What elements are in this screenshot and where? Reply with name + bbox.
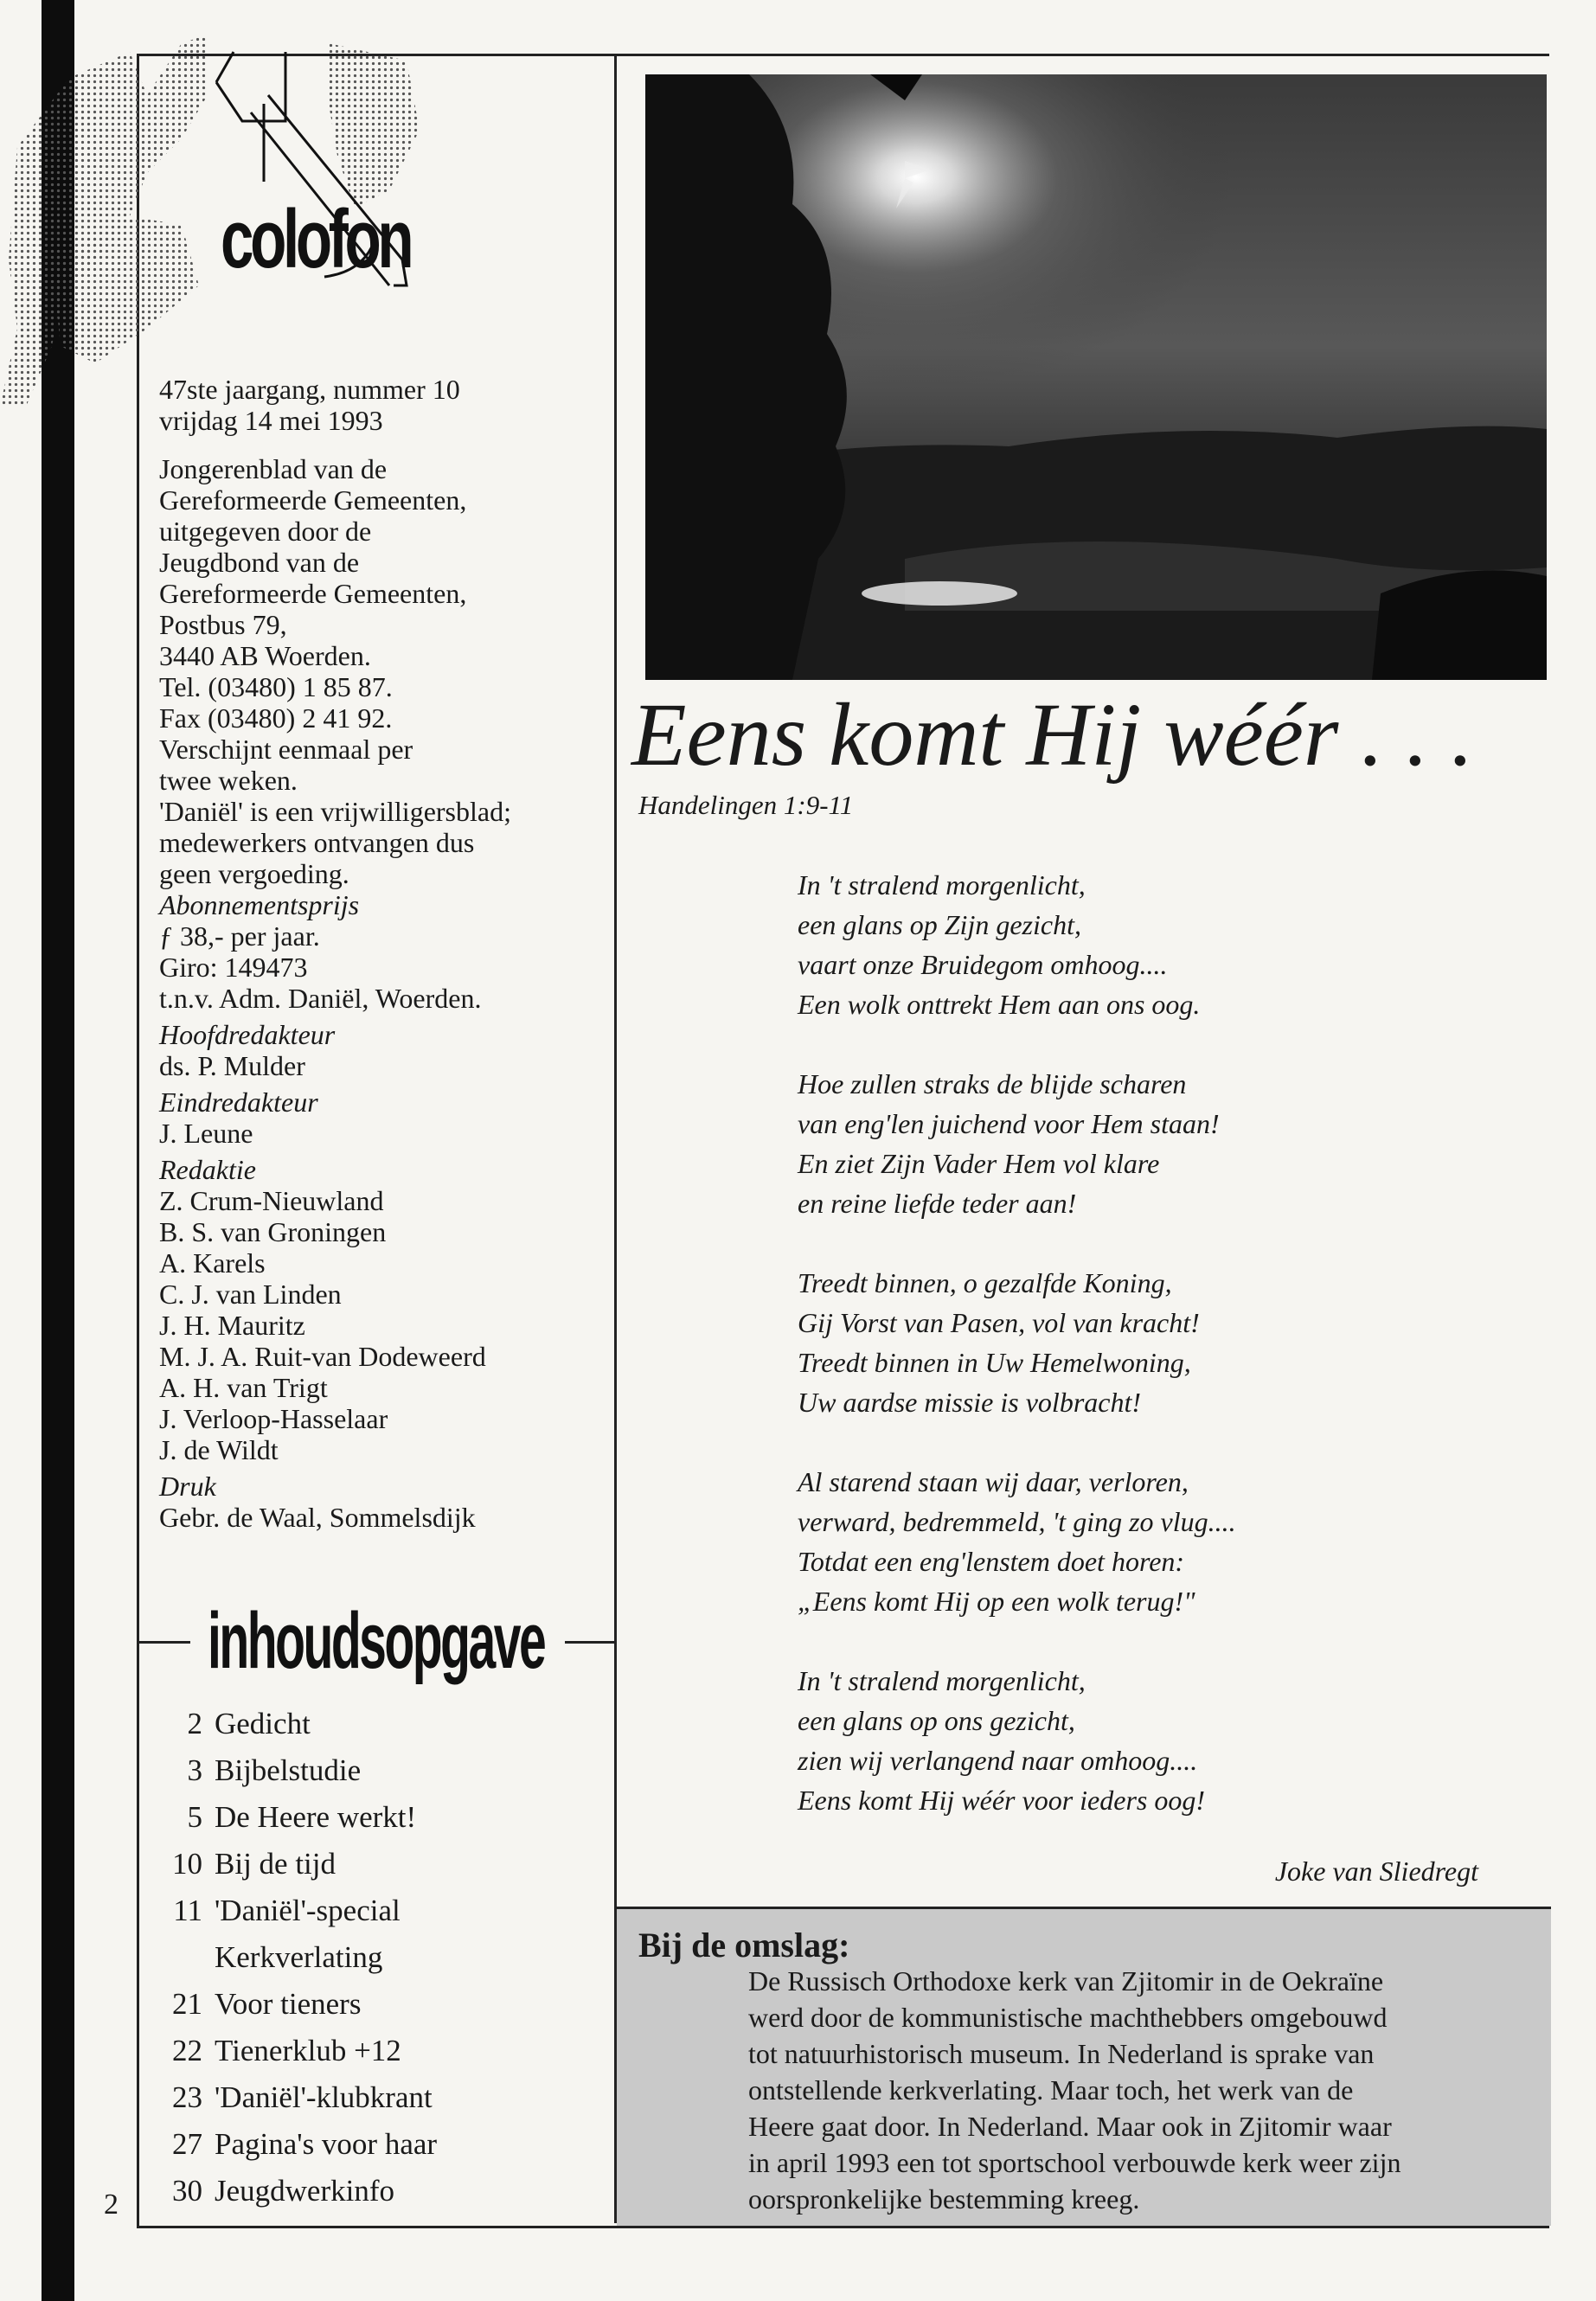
toc-page-number: 27	[172, 2127, 202, 2161]
poem-line: „Eens komt Hij op een wolk terug!"	[798, 1586, 1195, 1617]
publisher-line: medewerkers ontvangen dus	[159, 827, 475, 858]
toc-item[interactable]	[159, 1701, 609, 1747]
poem-line: In 't stralend morgenlicht,	[798, 1665, 1086, 1696]
cover-note-line: De Russisch Orthodoxe kerk van Zjitomir in de Oekraïne	[748, 1965, 1384, 1997]
publisher-line: twee weken.	[159, 765, 298, 796]
toc-page-number: 10	[172, 1847, 202, 1881]
toc-label: 'Daniël'-klubkrant	[215, 2080, 433, 2114]
cover-note-line: tot natuurhistorisch museum. In Nederland is sprake van	[748, 2038, 1375, 2069]
poem-line: een glans op ons gezicht,	[798, 1705, 1075, 1736]
poem-title: Eens komt Hij wéér . . .	[631, 685, 1474, 785]
toc-item[interactable]	[159, 1841, 609, 1888]
poem-line: en reine liefde teder aan!	[798, 1188, 1077, 1219]
toc-list	[159, 1701, 609, 2214]
poem-line: Al starend staan wij daar, verloren,	[798, 1466, 1189, 1497]
toc-page-number: 23	[172, 2080, 202, 2114]
column-divider	[614, 54, 617, 2223]
poem-line: Treedt binnen, o gezalfde Koning,	[798, 1267, 1172, 1298]
abonnement-line: ƒ 38,- per jaar.	[159, 920, 320, 952]
poem-line: Uw aardse missie is volbracht!	[798, 1387, 1142, 1418]
publisher-line: Jeugdbond van de	[159, 547, 360, 578]
poem-body	[798, 865, 1507, 1860]
toc-item[interactable]	[159, 1981, 609, 2028]
poem-line: Gij Vorst van Pasen, vol van kracht!	[798, 1307, 1200, 1338]
toc-label: De Heere werkt!	[215, 1800, 417, 1834]
abonnement-label: Abonnementsprijs	[159, 889, 360, 920]
toc-label: Gedicht	[215, 1707, 311, 1740]
poem-stanza	[798, 865, 1507, 1024]
publisher-line: Postbus 79,	[159, 609, 287, 640]
redaktie-member: M. J. A. Ruit-van Dodeweerd	[159, 1341, 486, 1372]
eindredakteur: J. Leune	[159, 1118, 253, 1149]
toc-page-number: 21	[172, 1987, 202, 2021]
poem-line: Een wolk onttrekt Hem aan ons oog.	[798, 989, 1201, 1020]
toc-page-number: 30	[172, 2174, 202, 2208]
toc-item[interactable]	[159, 1888, 609, 1934]
bible-reference: Handelingen 1:9-11	[638, 790, 854, 820]
poem-line: Hoe zullen straks de blijde scharen	[798, 1068, 1187, 1099]
redaktie-member: J. Verloop-Hasselaar	[159, 1403, 388, 1434]
toc-label: Jeugdwerkinfo	[215, 2174, 395, 2208]
toc-label: Voor tieners	[215, 1987, 362, 2021]
hoofdredakteur: ds. P. Mulder	[159, 1050, 305, 1081]
poem-line: Eens komt Hij wéér voor ieders oog!	[798, 1785, 1206, 1816]
publisher-line: Tel. (03480) 1 85 87.	[159, 671, 393, 702]
poem-stanza	[798, 1661, 1507, 1820]
publisher-line: Jongerenblad van de	[159, 453, 388, 484]
toc-page-number: 2	[187, 1707, 202, 1740]
toc-label: Tienerklub +12	[215, 2034, 401, 2067]
issue-line: vrijdag 14 mei 1993	[159, 405, 383, 436]
redaktie-member: C. J. van Linden	[159, 1279, 342, 1310]
cover-note-line: werd door de kommunistische machthebbers omgebouwd	[748, 2002, 1388, 2033]
redaktie-member: A. H. van Trigt	[159, 1372, 328, 1403]
cover-note-line: in april 1993 een tot sportschool verbouwde kerk weer zijn	[748, 2147, 1401, 2178]
cover-note-text	[748, 1963, 1540, 2217]
cover-note-line: ontstellende kerkverlating. Maar toch, het werk van de	[748, 2074, 1354, 2106]
poem-author: Joke van Sliedregt	[1274, 1856, 1478, 1887]
sunset-lake-photo	[645, 74, 1547, 680]
redaktie-member: Z. Crum-Nieuwland	[159, 1185, 384, 1216]
publisher-line: 'Daniël' is een vrijwilligersblad;	[159, 796, 511, 827]
colofon-issue	[159, 374, 609, 1533]
toc-item[interactable]	[159, 1747, 609, 1794]
toc-label: Kerkverlating	[215, 1940, 383, 1974]
publisher-line: Gereformeerde Gemeenten,	[159, 578, 467, 609]
publisher-line: uitgegeven door de	[159, 516, 372, 547]
druk: Gebr. de Waal, Sommelsdijk	[159, 1502, 476, 1533]
page-number: 2	[104, 2189, 119, 2221]
eindredakteur-label: Eindredakteur	[159, 1086, 318, 1118]
poem-line: Treedt binnen in Uw Hemelwoning,	[798, 1347, 1191, 1378]
toc-item[interactable]	[159, 2028, 609, 2074]
toc-header	[137, 1596, 615, 1685]
redaktie-member: A. Karels	[159, 1247, 266, 1279]
toc-item[interactable]	[159, 1794, 609, 1841]
toc-label: Bijbelstudie	[215, 1753, 362, 1787]
abonnement-line: t.n.v. Adm. Daniël, Woerden.	[159, 983, 482, 1014]
poem-stanza	[798, 1462, 1507, 1621]
redaktie-member: B. S. van Groningen	[159, 1216, 387, 1247]
poem-line: Totdat een eng'lenstem doet horen:	[798, 1546, 1185, 1577]
poem-stanza	[798, 1263, 1507, 1422]
redaktie-member: J. de Wildt	[159, 1434, 279, 1465]
toc-label: Pagina's voor haar	[215, 2127, 438, 2161]
poem-line: van eng'len juichend voor Hem staan!	[798, 1108, 1220, 1139]
toc-item[interactable]	[159, 1934, 609, 1981]
toc-label: Bij de tijd	[215, 1847, 336, 1881]
cover-note-line: oorspronkelijke bestemming kreeg.	[748, 2183, 1140, 2214]
redaktie-label: Redaktie	[159, 1154, 256, 1185]
toc-title: inhoudsopgave	[208, 1597, 545, 1685]
toc-item[interactable]	[159, 2168, 609, 2214]
publisher-line: geen vergoeding.	[159, 858, 349, 889]
poem-line: En ziet Zijn Vader Hem vol klare	[798, 1148, 1160, 1179]
toc-label: 'Daniël'-special	[215, 1894, 401, 1927]
poem-line: zien wij verlangend naar omhoog....	[798, 1745, 1198, 1776]
publisher-line: Fax (03480) 2 41 92.	[159, 702, 393, 734]
cover-note-box	[617, 1907, 1551, 2226]
issue-line: 47ste jaargang, nummer 10	[159, 374, 460, 405]
publisher-line: 3440 AB Woerden.	[159, 640, 371, 671]
toc-rule-right	[565, 1641, 615, 1644]
poem-line: een glans op Zijn gezicht,	[798, 909, 1081, 940]
cover-note-line: Heere gaat door. In Nederland. Maar ook in Zjitomir waar	[748, 2111, 1392, 2142]
toc-page-number: 5	[187, 1800, 202, 1834]
publisher-line: Gereformeerde Gemeenten,	[159, 484, 467, 516]
toc-page-number: 11	[173, 1894, 202, 1927]
poem-stanza	[798, 1064, 1507, 1223]
poem-line: vaart onze Bruidegom omhoog....	[798, 949, 1168, 980]
abonnement-line: Giro: 149473	[159, 952, 308, 983]
poem-line: In 't stralend morgenlicht,	[798, 869, 1086, 901]
poem-line: verward, bedremmeld, 't ging zo vlug....	[798, 1506, 1236, 1537]
druk-label: Druk	[159, 1471, 216, 1502]
toc-rule-left	[137, 1641, 190, 1644]
toc-page-number: 22	[172, 2034, 202, 2067]
hoofdredakteur-label: Hoofdredakteur	[159, 1019, 336, 1050]
redaktie-member: J. H. Mauritz	[159, 1310, 305, 1341]
toc-page-number: 3	[187, 1753, 202, 1787]
colofon-title: colofon	[221, 193, 411, 285]
toc-item[interactable]	[159, 2074, 609, 2121]
publisher-line: Verschijnt eenmaal per	[159, 734, 413, 765]
cover-note-title: Bij de omslag:	[638, 1926, 850, 1965]
toc-item[interactable]	[159, 2121, 609, 2168]
